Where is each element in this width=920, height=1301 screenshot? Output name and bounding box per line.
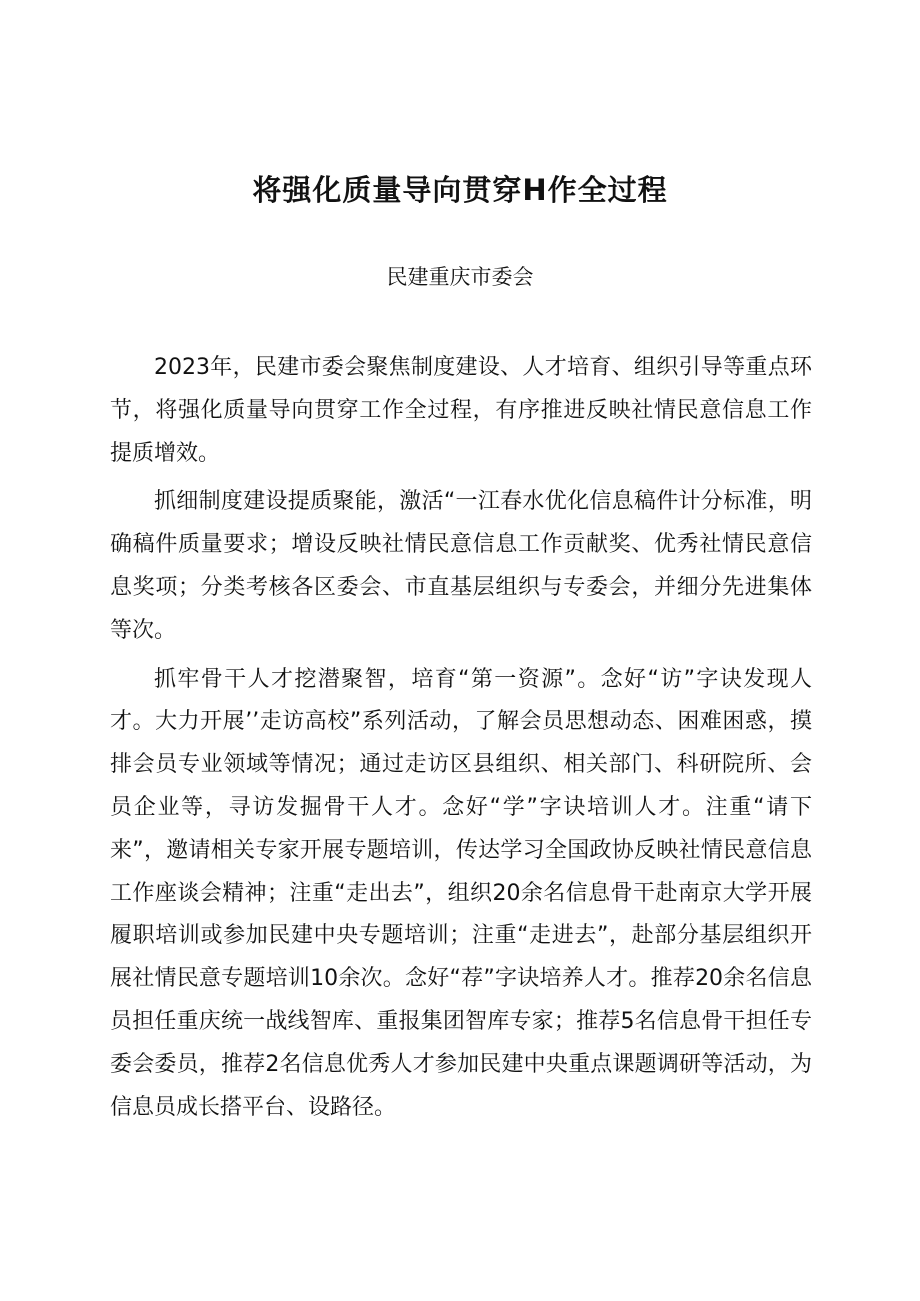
document-title: 将强化质量导向贯穿H作全过程 [252, 173, 668, 207]
document-body [110, 347, 812, 1135]
paragraph-intro: 2023年，民建市委会聚焦制度建设、人才培育、组织引导等重点环节，将强化质量导向贯穿工作全过程，有序推进反映社情民意信息工作提质增效。 [110, 355, 812, 466]
paragraph-system-building: 抓细制度建设提质聚能，激活“一江春水优化信息稿件计分标准，明确稿件质量要求；增设反映社情民意信息工作贡献奖、优秀社情民意信息奖项；分类考核各区委会、市直基层组织与专委会，并细分先进集体等次。 [110, 489, 812, 643]
document-author: 民建重庆市委会 [386, 265, 534, 289]
paragraph-talent-cultivation: 抓牢骨干人才挖潜聚智，培育“第一资源”。念好“访”字诀发现人才。大力开展’’走访高校”系列活动，了解会员思想动态、困难困惑，摸排会员专业领域等情况；通过走访区县组织、相关部门、科研院所、会员企业等，寻访发掘骨干人才。念好“学”字诀培训人才。注重“请下来”，邀请相关专家开展专题培训，传达学习全国政协反映社情民意信息工作座谈会精神；注重“走出去”，组织20余名信息骨干赴南京大学开展履职培训或参加民建中央专题培训；注重“走进去”，赴部分基层组织开展社情民意专题培训10余次。念好“荐”字诀培养人才。推荐20余名信息员担任重庆统一战线智库、重报集团智库专家；推荐5名信息骨干担任专委会委员，推荐2名信息优秀人才参加民建中央重点课题调研等活动，为信息员成长搭平台、设路径。 [110, 666, 812, 1120]
